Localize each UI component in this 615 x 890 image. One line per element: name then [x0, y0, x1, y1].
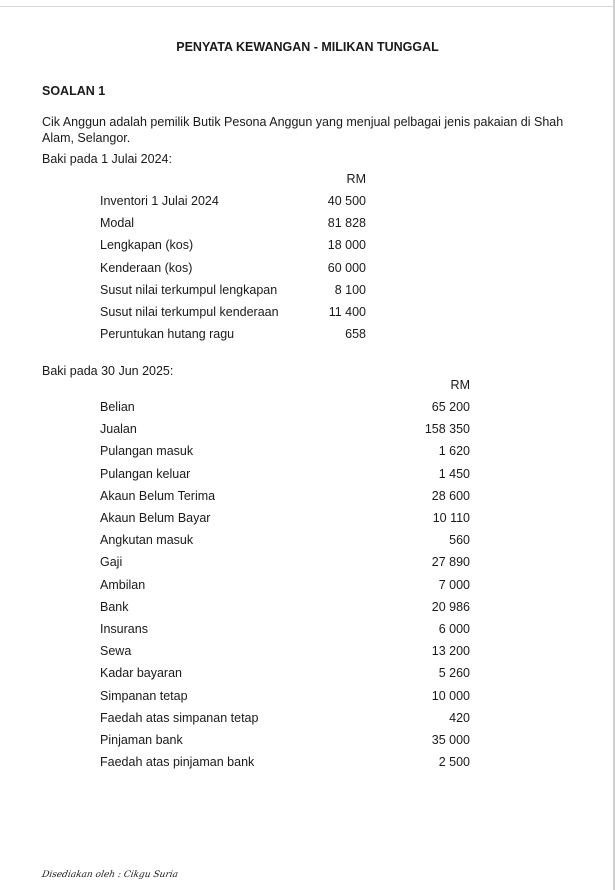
table-row: [100, 729, 470, 751]
item-label: Insurans: [100, 621, 148, 636]
item-value: 13 200: [431, 644, 470, 659]
item-label: Akaun Belum Bayar: [100, 511, 211, 526]
item-value: 11 400: [328, 305, 366, 320]
table-row: [100, 574, 470, 596]
question-heading: SOALAN 1: [42, 84, 106, 98]
currency-header: RM: [346, 172, 366, 186]
table-row: [100, 323, 366, 345]
item-label: Pulangan keluar: [100, 466, 191, 481]
item-label: Peruntukan hutang ragu: [100, 327, 235, 342]
item-value: 40 500: [327, 194, 366, 209]
item-label: Simpanan tetap: [100, 688, 188, 703]
table-row: [100, 662, 470, 684]
item-value: 420: [449, 710, 470, 725]
table-row: [100, 485, 470, 507]
section1-table: [100, 168, 366, 345]
table-row: [100, 279, 366, 301]
item-value: 1 450: [438, 466, 470, 481]
table-row: [100, 640, 470, 662]
item-value: 81 828: [327, 216, 366, 231]
item-value: 5 260: [438, 666, 470, 681]
item-value: 18 000: [327, 238, 366, 253]
item-label: Inventori 1 Julai 2024: [100, 194, 219, 209]
section2-rows: [100, 396, 470, 773]
item-label: Bank: [100, 599, 129, 614]
table-row: [100, 301, 366, 323]
item-label: Susut nilai terkumpul kenderaan: [100, 305, 279, 320]
item-label: Susut nilai terkumpul lengkapan: [100, 282, 278, 297]
table-row: [100, 396, 470, 418]
item-value: 10 000: [431, 688, 470, 703]
table-row: [100, 529, 470, 551]
prepared-by-signature: Disediakan oleh : Cikgu Suria: [41, 870, 179, 880]
item-label: Akaun Belum Terima: [100, 488, 216, 503]
item-value: 27 890: [431, 555, 470, 570]
table-row: [100, 596, 470, 618]
item-label: Modal: [100, 216, 135, 231]
item-label: Belian: [100, 400, 135, 415]
item-label: Kadar bayaran: [100, 666, 183, 681]
item-label: Jualan: [100, 422, 137, 437]
item-value: 8 100: [334, 282, 366, 297]
item-value: 65 200: [431, 400, 470, 415]
item-value: 158 350: [424, 422, 470, 437]
section2-heading: Baki pada 30 Jun 2025:: [42, 364, 174, 378]
item-value: 28 600: [431, 488, 470, 503]
table-row: [100, 684, 470, 706]
item-value: 60 000: [327, 260, 366, 275]
item-value: 7 000: [438, 577, 470, 592]
table-row: [100, 707, 470, 729]
section1-rows: [100, 190, 366, 345]
item-value: 20 986: [431, 599, 470, 614]
table-row: [100, 463, 470, 485]
currency-header: RM: [450, 378, 470, 392]
table-row: [100, 507, 470, 529]
item-label: Lengkapan (kos): [100, 238, 194, 253]
intro-paragraph: Cik Anggun adalah pemilik Butik Pesona Anggun yang menjual pelbagai jenis pakaian di Shah Alam, Selangor.: [42, 115, 564, 145]
item-value: 35 000: [431, 732, 470, 747]
section1-heading: Baki pada 1 Julai 2024:: [42, 152, 172, 166]
table-row: [100, 751, 470, 773]
item-label: Faedah atas pinjaman bank: [100, 755, 255, 770]
table-row: [100, 418, 470, 440]
table-row: [100, 618, 470, 640]
item-label: Pulangan masuk: [100, 444, 194, 459]
item-value: 1 620: [438, 444, 470, 459]
section2-table: [100, 374, 470, 773]
item-value: 560: [449, 533, 470, 548]
item-value: 2 500: [438, 755, 470, 770]
document-title: PENYATA KEWANGAN - MILIKAN TUNGGAL: [176, 40, 439, 54]
item-label: Kenderaan (kos): [100, 260, 193, 275]
table-row: [100, 234, 366, 256]
item-value: 658: [345, 327, 366, 342]
item-label: Faedah atas simpanan tetap: [100, 710, 259, 725]
table-row: [100, 440, 470, 462]
table-row: [100, 190, 366, 212]
item-value: 10 110: [432, 511, 470, 526]
item-label: Pinjaman bank: [100, 732, 183, 747]
item-label: Gaji: [100, 555, 123, 570]
item-label: Sewa: [100, 644, 132, 659]
item-label: Ambilan: [100, 577, 146, 592]
page-top-border: [0, 6, 615, 7]
table-row: [100, 212, 366, 234]
table-row: [100, 257, 366, 279]
table-row: [100, 551, 470, 573]
item-value: 6 000: [438, 621, 470, 636]
item-label: Angkutan masuk: [100, 533, 194, 548]
